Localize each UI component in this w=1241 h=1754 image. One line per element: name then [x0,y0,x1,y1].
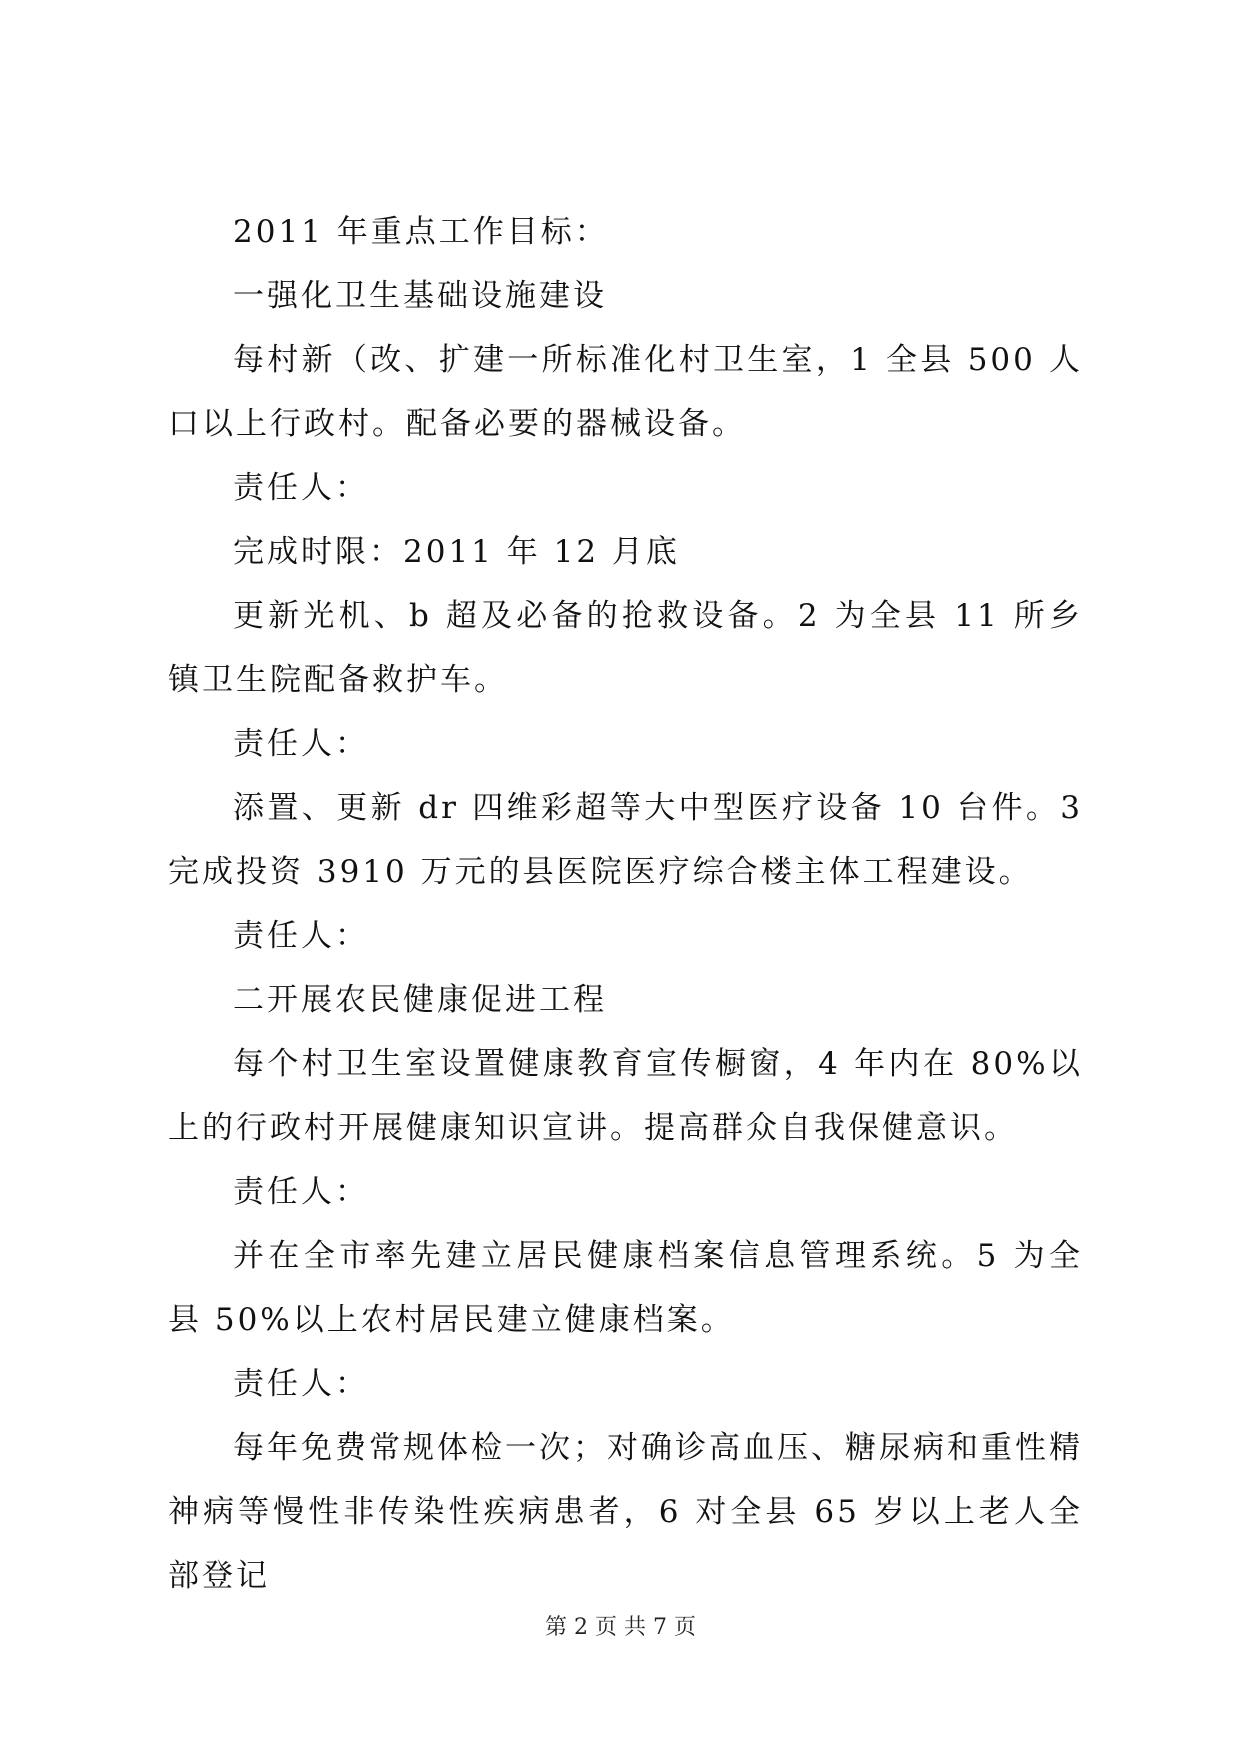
responsible-person-line: 责任人： [233,1174,369,1210]
section-heading: 二开展农民健康促进工程 [233,982,607,1018]
page-number: 第 2 页 共 7 页 [545,1615,696,1640]
page-footer [0,1610,1241,1641]
paragraph: 每村新（改、扩建一所标准化村卫生室，1 全县 500 人口以上行政村。配备必要的器械设备。 [168,342,1083,442]
paragraph: 每个村卫生室设置健康教育宣传橱窗，4 年内在 80%以上的行政村开展健康知识宣讲。提高群众自我保健意识。 [168,1046,1083,1146]
paragraph: 添置、更新 dr 四维彩超等大中型医疗设备 10 台件。3 完成投资 3910 万元的县医院医疗综合楼主体工程建设。 [168,790,1083,890]
responsible-person-line: 责任人： [233,1366,369,1402]
document-body [168,200,1083,1608]
responsible-person-line: 责任人： [233,918,369,954]
section-heading: 一强化卫生基础设施建设 [233,278,607,314]
deadline-line: 完成时限：2011 年 12 月底 [233,534,680,570]
paragraph: 并在全市率先建立居民健康档案信息管理系统。5 为全县 50%以上农村居民建立健康档案。 [168,1238,1083,1338]
responsible-person-line: 责任人： [233,726,369,762]
paragraph: 每年免费常规体检一次；对确诊高血压、糖尿病和重性精神病等慢性非传染性疾病患者，6 对全县 65 岁以上老人全部登记 [168,1430,1083,1594]
paragraph: 2011 年重点工作目标： [233,214,609,250]
paragraph: 更新光机、b 超及必备的抢救设备。2 为全县 11 所乡镇卫生院配备救护车。 [168,598,1083,698]
responsible-person-line: 责任人： [233,470,369,506]
